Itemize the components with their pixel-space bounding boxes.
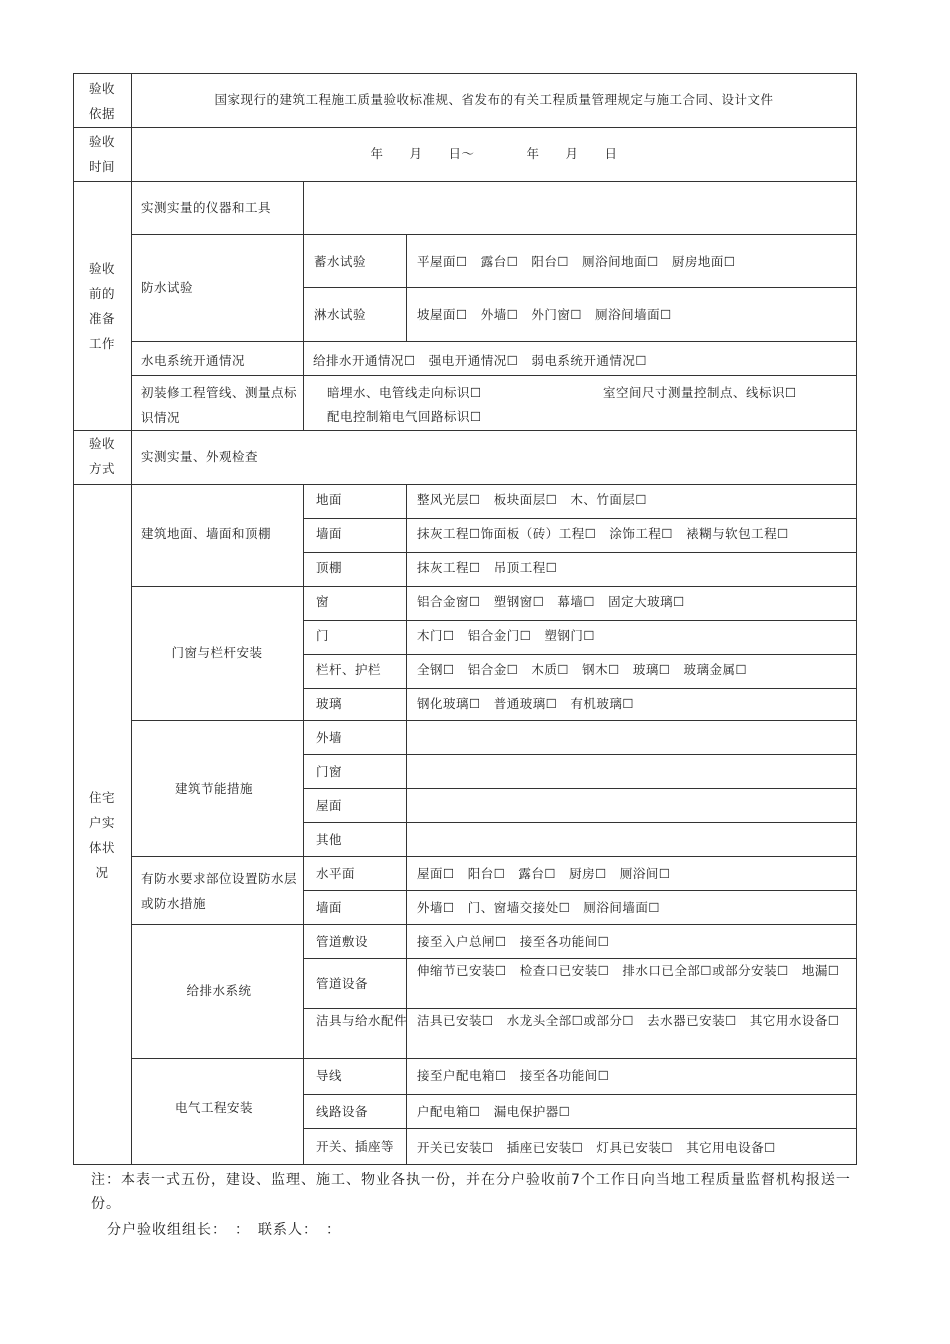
- method-text: 实测实量、外观检查: [141, 449, 259, 464]
- sub-item: 洁具与给水配件: [316, 1013, 408, 1028]
- sub-item: 水平面: [316, 866, 356, 881]
- time-text: 年 月 日～ 年 月 日: [370, 146, 618, 161]
- sub-item: 门: [316, 628, 330, 643]
- sub-item: 外墙: [316, 730, 343, 745]
- sub-item-text: 接至入户总闸☐ 接至各功能间☐: [417, 934, 610, 949]
- prep-deco-item-3: 配电控制箱电气回路标识☐: [327, 409, 482, 424]
- prep-deco-item-1: 暗埋水、电管线走向标识☐: [327, 385, 482, 400]
- prep-spray-test: 淋水试验: [314, 307, 367, 322]
- sub-item-text: 屋面☐ 阳台☐ 露台☐ 厨房☐ 厕浴间☐: [417, 866, 671, 881]
- prep-deco-item-2: 室空间尺寸测量控制点、线标识☐: [603, 385, 797, 400]
- sub-item-text: 木门☐ 铝合金门☐ 塑钢门☐: [417, 628, 596, 643]
- form-note: 注：本表一式五份，建设、监理、施工、物业各执一份，并在分户验收前7个工作日向当地工程质量监督机构报送一份。: [91, 1172, 851, 1212]
- sub-item: 线路设备: [316, 1104, 369, 1119]
- group-waterproofing: 有防水要求部位设置防水层或防水措施: [141, 871, 298, 911]
- prep-storage-test: 蓄水试验: [314, 254, 367, 269]
- sub-item-text: 抹灰工程☐ 吊顶工程☐: [417, 560, 558, 575]
- sub-item: 导线: [316, 1068, 343, 1083]
- sub-item-text: 洁具已安装☐ 水龙头全部☐或部分☐ 去水器已安装☐ 其它用水设备☐: [417, 1013, 840, 1028]
- prep-deco: 初装修工程管线、测量点标识情况: [141, 385, 298, 425]
- sub-item: 屋面: [316, 798, 343, 813]
- sub-item-text: 全钢☐ 铝合金☐ 木质☐ 钢木☐ 玻璃☐ 玻璃金属☐: [417, 662, 748, 677]
- label-prep: 验收 前的 准备 工作: [88, 261, 115, 351]
- group-electrical: 电气工程安装: [174, 1100, 253, 1115]
- sub-item: 开关、插座等: [316, 1139, 395, 1154]
- label-time: 验收 时间: [88, 134, 115, 174]
- prep-waterproof: 防水试验: [141, 280, 194, 295]
- sub-item: 玻璃: [316, 696, 343, 711]
- acceptance-form-table: [73, 73, 857, 1165]
- sub-item-text: 开关已安装☐ 插座已安装☐ 灯具已安装☐ 其它用电设备☐: [417, 1140, 776, 1155]
- group-water-supply-drainage: 给排水系统: [186, 983, 252, 998]
- sub-item: 墙面: [316, 526, 343, 541]
- prep-hydro: 水电系统开通情况: [141, 353, 246, 368]
- sub-item: 其他: [316, 832, 343, 847]
- basis-text: 国家现行的建筑工程施工质量验收标准规、省发布的有关工程质量管理规定与施工合同、设计文件: [214, 92, 774, 107]
- sub-item-text: 抹灰工程☐饰面板（砖）工程☐ 涂饰工程☐ 裱糊与软包工程☐: [417, 526, 789, 541]
- signature-line: 分户验收组组长： ： 联系人： ：: [107, 1222, 341, 1238]
- sub-item-text: 伸缩节已安装☐ 检查口已安装☐ 排水口已全部☐或部分安装☐ 地漏☐: [417, 963, 840, 978]
- group-doors-windows: 门窗与栏杆安装: [171, 645, 263, 660]
- group-energy-saving: 建筑节能措施: [174, 781, 253, 796]
- sub-item: 门窗: [316, 764, 343, 779]
- prep-spray-items: 坡屋面☐ 外墙☐ 外门窗☐ 厕浴间墙面☐: [417, 307, 672, 322]
- sub-item: 栏杆、护栏: [316, 662, 382, 677]
- label-basis: 验收 依据: [88, 81, 115, 121]
- label-house: 住宅 户实 体状 况: [88, 790, 115, 880]
- sub-item-text: 户配电箱☐ 漏电保护器☐: [417, 1104, 571, 1119]
- sub-item: 顶棚: [316, 560, 343, 575]
- prep-hydro-items: 给排水开通情况☐ 强电开通情况☐ 弱电系统开通情况☐: [313, 353, 648, 368]
- sub-item: 管道设备: [316, 976, 369, 991]
- group-floor-wall-ceiling: 建筑地面、墙面和顶棚: [141, 526, 272, 541]
- sub-item: 墙面: [316, 900, 343, 915]
- sub-item-text: 外墙☐ 门、窗墙交接处☐ 厕浴间墙面☐: [417, 900, 661, 915]
- sub-item: 管道敷设: [316, 934, 369, 949]
- label-method: 验收 方式: [88, 436, 115, 476]
- sub-item-text: 接至户配电箱☐ 接至各功能间☐: [417, 1068, 610, 1083]
- prep-instruments: 实测实量的仪器和工具: [141, 200, 272, 215]
- sub-item: 窗: [316, 594, 330, 609]
- sub-item-text: 钢化玻璃☐ 普通玻璃☐ 有机玻璃☐: [417, 696, 635, 711]
- sub-item: 地面: [316, 492, 343, 507]
- sub-item-text: 铝合金窗☐ 塑钢窗☐ 幕墙☐ 固定大玻璃☐: [417, 594, 685, 609]
- sub-item-text: 整风光层☐ 板块面层☐ 木、竹面层☐: [417, 492, 648, 507]
- prep-storage-items: 平屋面☐ 露台☐ 阳台☐ 厕浴间地面☐ 厨房地面☐: [417, 254, 736, 269]
